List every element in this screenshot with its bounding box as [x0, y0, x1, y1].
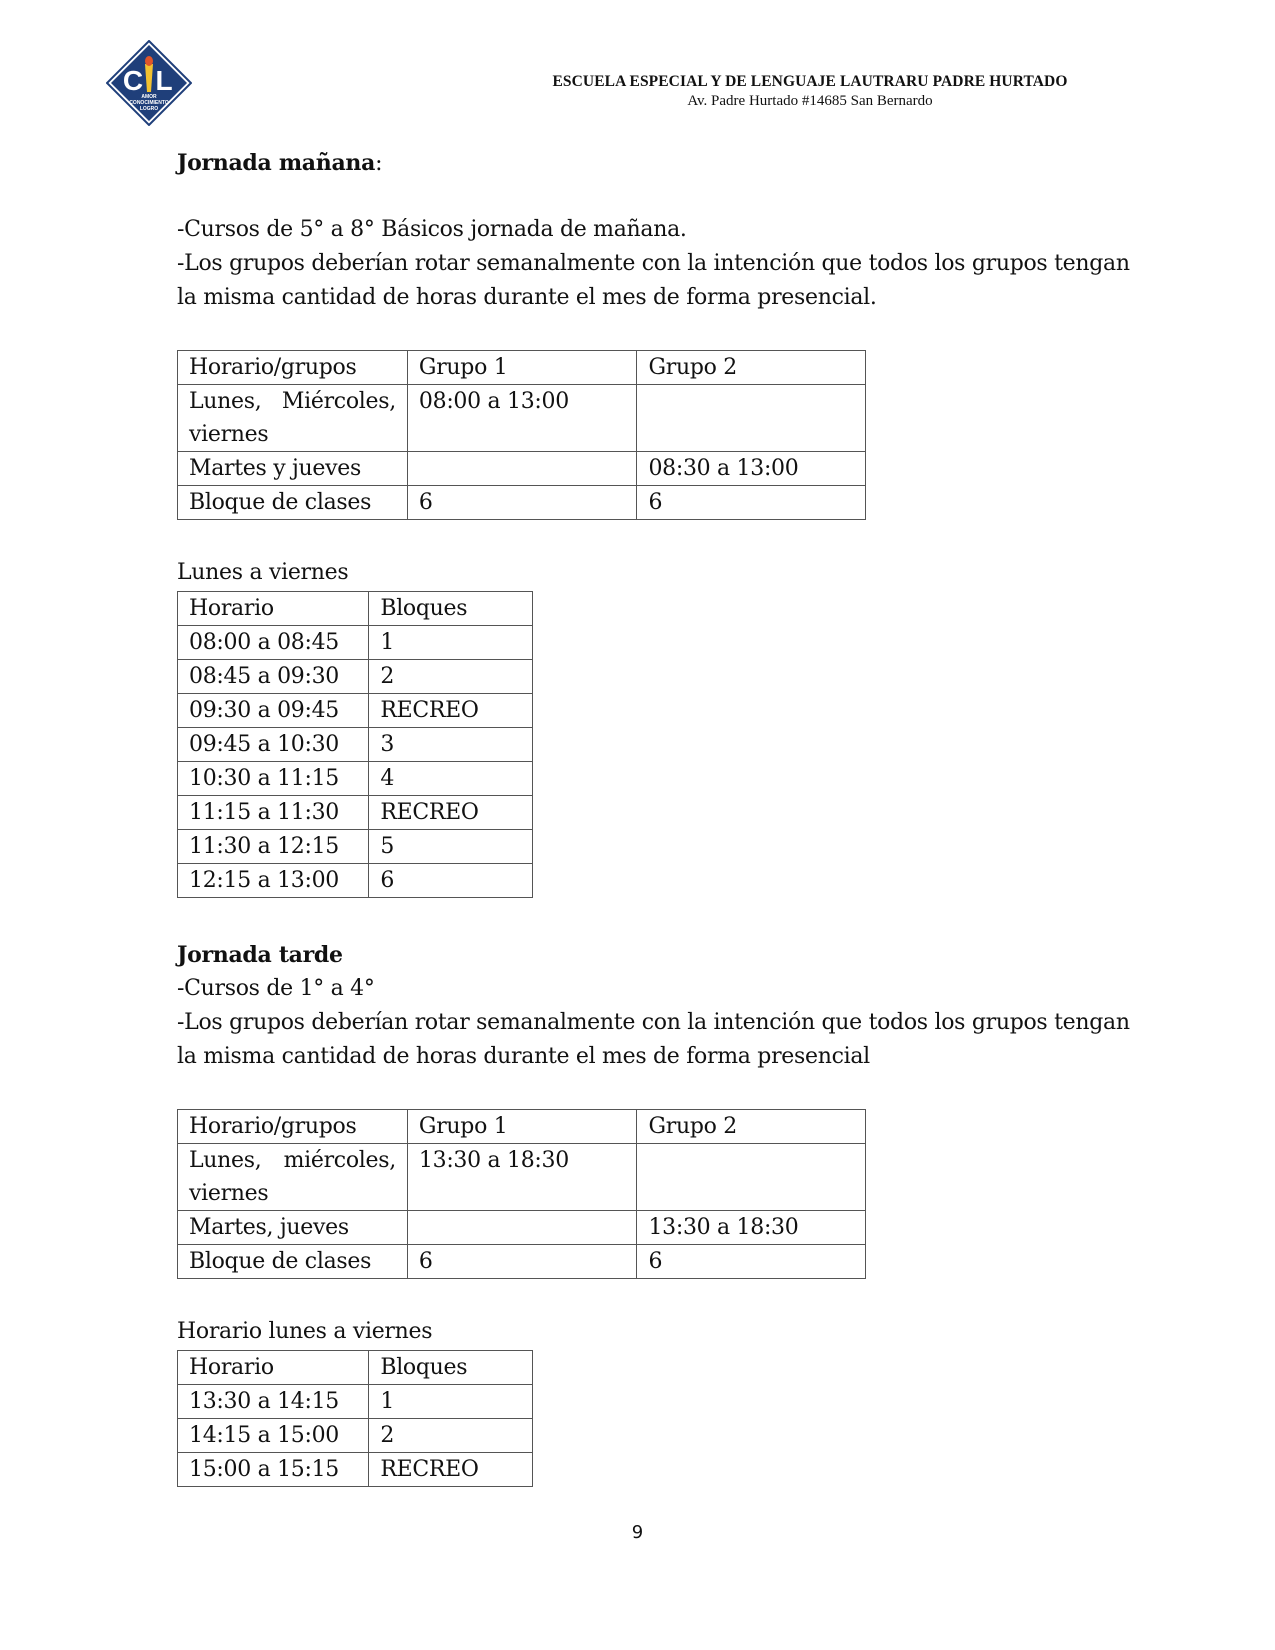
time-cell: 13:30 a 14:15 — [178, 1385, 369, 1419]
time-cell: 10:30 a 11:15 — [178, 762, 369, 796]
svg-text:AMOR: AMOR — [141, 94, 157, 100]
block-cell: 2 — [369, 1419, 533, 1453]
school-crest-icon — [106, 40, 192, 126]
svg-text:LOGRO: LOGRO — [139, 106, 159, 112]
table-row — [178, 1211, 866, 1245]
table-row — [178, 864, 533, 898]
block-cell: 1 — [369, 1385, 533, 1419]
table-row — [178, 1385, 533, 1419]
table-row — [178, 796, 533, 830]
block-cell: RECREO — [369, 796, 533, 830]
header-cell: Bloques — [369, 592, 533, 626]
page-number: 9 — [631, 1522, 644, 1543]
morning-heading-text: Jornada mañana — [177, 150, 376, 176]
group1-cell: 6 — [407, 486, 637, 520]
block-cell: 2 — [369, 660, 533, 694]
time-cell: 12:15 a 13:00 — [178, 864, 369, 898]
table-row — [178, 1453, 533, 1487]
header-cell: Horario — [178, 1351, 369, 1385]
school-logo — [106, 40, 192, 126]
morning-heading-colon: : — [375, 151, 383, 176]
table-row — [178, 486, 866, 520]
day-text: Lunes, — [189, 1148, 262, 1173]
afternoon-groups-table — [177, 1109, 866, 1279]
day-text: viernes — [189, 1181, 269, 1206]
morning-courses-line: -Cursos de 5° a 8° Básicos jornada de mañana. — [177, 217, 687, 242]
header-cell: Horario/grupos — [178, 351, 408, 385]
group1-cell: 08:00 a 13:00 — [407, 385, 637, 452]
morning-rotation-line-1: -Los grupos deberían rotar semanalmente con la intención que todos los grupos tengan — [177, 251, 1130, 276]
morning-groups-table — [177, 350, 866, 520]
time-cell: 08:45 a 09:30 — [178, 660, 369, 694]
afternoon-schedule-caption: Horario lunes a viernes — [177, 1319, 433, 1344]
table-row — [178, 385, 866, 452]
afternoon-rotation-line-2: la misma cantidad de horas durante el mes de forma presencial — [177, 1044, 870, 1069]
header-cell: Grupo 2 — [637, 1110, 866, 1144]
header-cell: Horario/grupos — [178, 1110, 408, 1144]
table-header-row — [178, 1351, 533, 1385]
group2-cell: 08:30 a 13:00 — [637, 452, 866, 486]
svg-text:L: L — [155, 65, 173, 96]
day-cell: Martes y jueves — [178, 452, 408, 486]
time-cell: 11:15 a 11:30 — [178, 796, 369, 830]
group1-cell: 13:30 a 18:30 — [407, 1144, 637, 1211]
group1-cell — [407, 452, 637, 486]
table-row — [178, 694, 533, 728]
block-cell: RECREO — [369, 694, 533, 728]
svg-text:C: C — [122, 65, 144, 96]
day-text: miércoles, — [283, 1148, 396, 1173]
table-row — [178, 762, 533, 796]
time-cell: 11:30 a 12:15 — [178, 830, 369, 864]
header-cell: Grupo 2 — [637, 351, 866, 385]
group1-cell: 6 — [407, 1245, 637, 1279]
time-cell: 15:00 a 15:15 — [178, 1453, 369, 1487]
time-cell: 08:00 a 08:45 — [178, 626, 369, 660]
morning-schedule-table — [177, 591, 533, 898]
table-row — [178, 830, 533, 864]
block-cell: 4 — [369, 762, 533, 796]
table-row — [178, 1245, 866, 1279]
header-cell: Horario — [178, 592, 369, 626]
afternoon-rotation-line-1: -Los grupos deberían rotar semanalmente con la intención que todos los grupos tengan — [177, 1010, 1130, 1035]
time-cell: 09:45 a 10:30 — [178, 728, 369, 762]
table-row — [178, 452, 866, 486]
group2-cell — [637, 385, 866, 452]
table-row — [178, 626, 533, 660]
day-text: viernes — [189, 422, 269, 447]
day-cell — [178, 1144, 408, 1211]
table-header-row — [178, 1110, 866, 1144]
morning-heading — [177, 146, 382, 181]
day-text: Lunes, — [189, 389, 262, 414]
svg-text:CONOCIMIENTO: CONOCIMIENTO — [129, 100, 169, 106]
table-header-row — [178, 592, 533, 626]
block-cell: 5 — [369, 830, 533, 864]
group2-cell: 13:30 a 18:30 — [637, 1211, 866, 1245]
table-row — [178, 1144, 866, 1211]
afternoon-schedule-table — [177, 1350, 533, 1487]
table-header-row — [178, 351, 866, 385]
group2-cell: 6 — [637, 486, 866, 520]
time-cell: 14:15 a 15:00 — [178, 1419, 369, 1453]
afternoon-courses-line: -Cursos de 1° a 4° — [177, 976, 375, 1001]
table-row — [178, 1419, 533, 1453]
header-cell: Grupo 1 — [407, 1110, 637, 1144]
school-name: ESCUELA ESPECIAL Y DE LENGUAJE LAUTRARU PADRE HURTADO — [552, 73, 1068, 90]
group2-cell — [637, 1144, 866, 1211]
group2-cell: 6 — [637, 1245, 866, 1279]
block-cell: 1 — [369, 626, 533, 660]
group1-cell — [407, 1211, 637, 1245]
block-cell: 3 — [369, 728, 533, 762]
day-cell — [178, 385, 408, 452]
block-cell: 6 — [369, 864, 533, 898]
school-address: Av. Padre Hurtado #14685 San Bernardo — [687, 93, 933, 109]
header-cell: Grupo 1 — [407, 351, 637, 385]
table-row — [178, 660, 533, 694]
table-row — [178, 728, 533, 762]
day-cell: Bloque de clases — [178, 1245, 408, 1279]
morning-schedule-caption: Lunes a viernes — [177, 560, 349, 585]
time-cell: 09:30 a 09:45 — [178, 694, 369, 728]
day-cell: Bloque de clases — [178, 486, 408, 520]
day-cell: Martes, jueves — [178, 1211, 408, 1245]
day-text: Miércoles, — [281, 389, 396, 414]
header-cell: Bloques — [369, 1351, 533, 1385]
block-cell: RECREO — [369, 1453, 533, 1487]
afternoon-heading: Jornada tarde — [177, 942, 343, 968]
morning-rotation-line-2: la misma cantidad de horas durante el mes de forma presencial. — [177, 285, 877, 310]
